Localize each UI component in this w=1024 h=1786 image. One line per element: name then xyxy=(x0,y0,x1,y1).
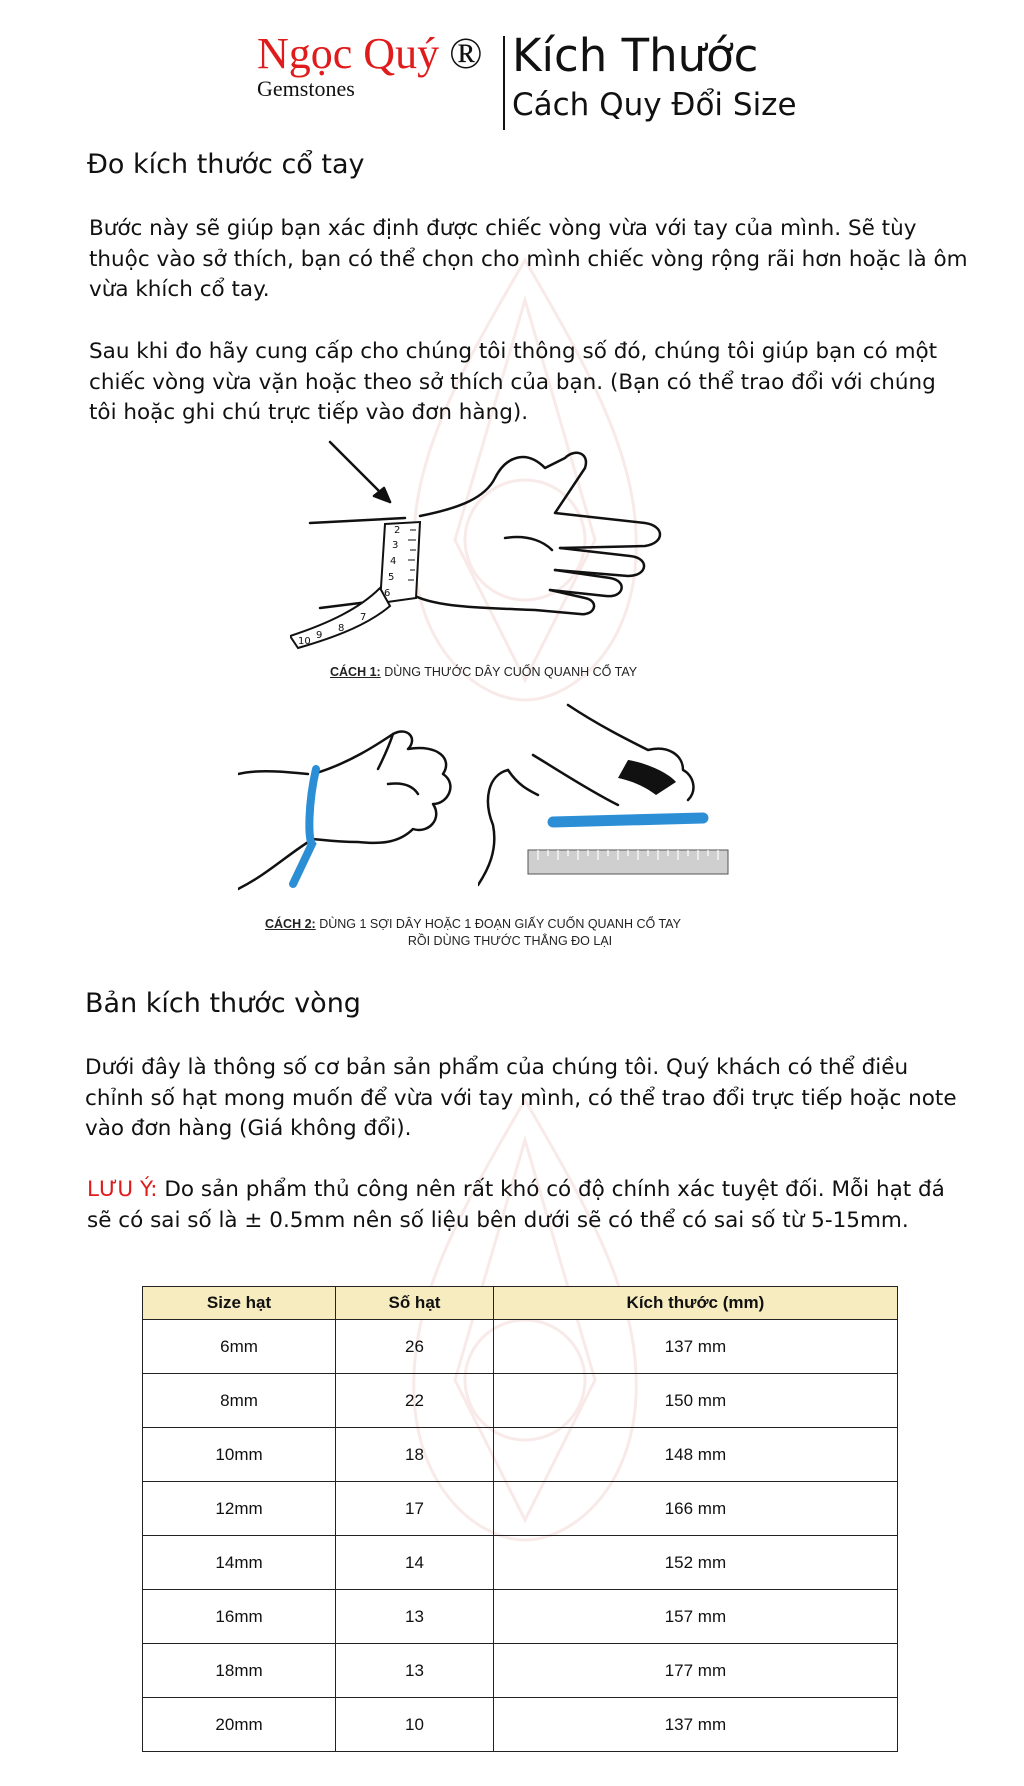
measuring-string xyxy=(293,769,316,884)
cell-bead-size: 18mm xyxy=(143,1644,336,1698)
method-2-label: CÁCH 2: xyxy=(265,917,316,931)
cell-bead-count: 17 xyxy=(336,1482,494,1536)
cell-bead-size: 6mm xyxy=(143,1320,336,1374)
cell-length: 150 mm xyxy=(493,1374,897,1428)
cell-bead-count: 22 xyxy=(336,1374,494,1428)
tape-mark: 7 xyxy=(360,612,367,623)
cell-bead-size: 8mm xyxy=(143,1374,336,1428)
cell-length: 157 mm xyxy=(493,1590,897,1644)
tape-mark: 8 xyxy=(338,623,345,634)
cell-bead-count: 18 xyxy=(336,1428,494,1482)
section-heading-size-chart: Bản kích thước vòng xyxy=(85,988,361,1019)
registered-mark: ® xyxy=(449,29,483,78)
wrist-string-illustration xyxy=(238,724,458,894)
cell-bead-size: 12mm xyxy=(143,1482,336,1536)
cell-length: 177 mm xyxy=(493,1644,897,1698)
cell-bead-size: 10mm xyxy=(143,1428,336,1482)
cell-length: 137 mm xyxy=(493,1320,897,1374)
tape-mark: 10 xyxy=(298,636,311,647)
table-row xyxy=(143,1590,898,1644)
cell-length: 137 mm xyxy=(493,1698,897,1752)
method-1-text: DÙNG THƯỚC DÂY CUỐN QUANH CỔ TAY xyxy=(384,665,638,679)
table-row xyxy=(143,1644,898,1698)
cell-length: 166 mm xyxy=(493,1482,897,1536)
measuring-string-flat xyxy=(553,818,703,822)
cell-bead-size: 14mm xyxy=(143,1536,336,1590)
note-label: LƯU Ý: xyxy=(87,1177,158,1202)
cell-bead-count: 26 xyxy=(336,1320,494,1374)
cell-bead-count: 14 xyxy=(336,1536,494,1590)
col-header-bead-count: Số hạt xyxy=(336,1287,494,1320)
intro-paragraph: Bước này sẽ giúp bạn xác định được chiếc vòng vừa với tay của mình. Sẽ tùy thuộc vào sở thích, bạn có thể chọn cho mình chiếc vòng rộng rãi hơn hoặc là ôm vừa khích cổ tay. xyxy=(89,216,968,302)
tape-mark: 5 xyxy=(388,572,395,583)
table-row xyxy=(143,1482,898,1536)
method-2-caption xyxy=(265,916,735,950)
table-row xyxy=(143,1374,898,1428)
tape-mark: 2 xyxy=(394,525,401,536)
col-header-bead-size: Size hạt xyxy=(143,1287,336,1320)
cell-length: 148 mm xyxy=(493,1428,897,1482)
cell-length: 152 mm xyxy=(493,1536,897,1590)
cell-bead-size: 16mm xyxy=(143,1590,336,1644)
header-divider xyxy=(503,36,505,130)
page-title: Kích Thước xyxy=(512,29,759,82)
section-heading-measure: Đo kích thước cổ tay xyxy=(87,149,365,180)
cell-bead-count: 13 xyxy=(336,1644,494,1698)
table-row xyxy=(143,1698,898,1752)
size-chart-paragraph: Dưới đây là thông số cơ bản sản phẩm của chúng tôi. Quý khách có thể điều chỉnh số hạt mong muốn để vừa với tay mình, có thể trao đổi trực tiếp hoặc note vào đơn hàng (Giá không đổi). xyxy=(85,1055,957,1141)
tape-mark: 6 xyxy=(384,588,391,599)
tape-mark: 9 xyxy=(316,630,323,641)
method-1-caption xyxy=(330,664,637,681)
table-row xyxy=(143,1428,898,1482)
note-paragraph xyxy=(87,1175,967,1236)
size-table xyxy=(142,1286,898,1752)
tape-mark: 3 xyxy=(392,540,399,551)
ruler-measure-illustration xyxy=(478,700,738,890)
col-header-length: Kích thước (mm) xyxy=(493,1287,897,1320)
cell-bead-size: 20mm xyxy=(143,1698,336,1752)
note-text: Do sản phẩm thủ công nên rất khó có độ chính xác tuyệt đối. Mỗi hạt đá sẽ có sai số là ± 0.5mm nên số liệu bên dưới sẽ có thể có sai số từ 5-15mm. xyxy=(87,1177,945,1233)
brand-block xyxy=(257,30,483,100)
table-row xyxy=(143,1536,898,1590)
tape-mark: 4 xyxy=(390,556,397,567)
wrist-tape-illustration xyxy=(290,438,690,663)
table-header-row xyxy=(143,1287,898,1320)
brand-name: Ngọc Quý ® xyxy=(257,29,483,78)
instruction-paragraph: Sau khi đo hãy cung cấp cho chúng tôi thông số đó, chúng tôi giúp bạn có một chiếc vòng vừa vặn hoặc theo sở thích của bạn. (Bạn có thể trao đổi với chúng tôi hoặc ghi chú trực tiếp vào đơn hàng). xyxy=(89,339,938,425)
cell-bead-count: 13 xyxy=(336,1590,494,1644)
brand-subtitle: Gemstones xyxy=(257,76,355,101)
method-2-text-line1: DÙNG 1 SỢI DÂY HOẶC 1 ĐOẠN GIẤY CUỐN QUANH CỔ TAY xyxy=(319,917,681,931)
method-2-text-line2: RỒI DÙNG THƯỚC THẲNG ĐO LẠI xyxy=(407,934,613,948)
method-1-label: CÁCH 1: xyxy=(330,665,381,679)
cell-bead-count: 10 xyxy=(336,1698,494,1752)
table-row xyxy=(143,1320,898,1374)
page-subtitle: Cách Quy Đổi Size xyxy=(512,87,797,123)
